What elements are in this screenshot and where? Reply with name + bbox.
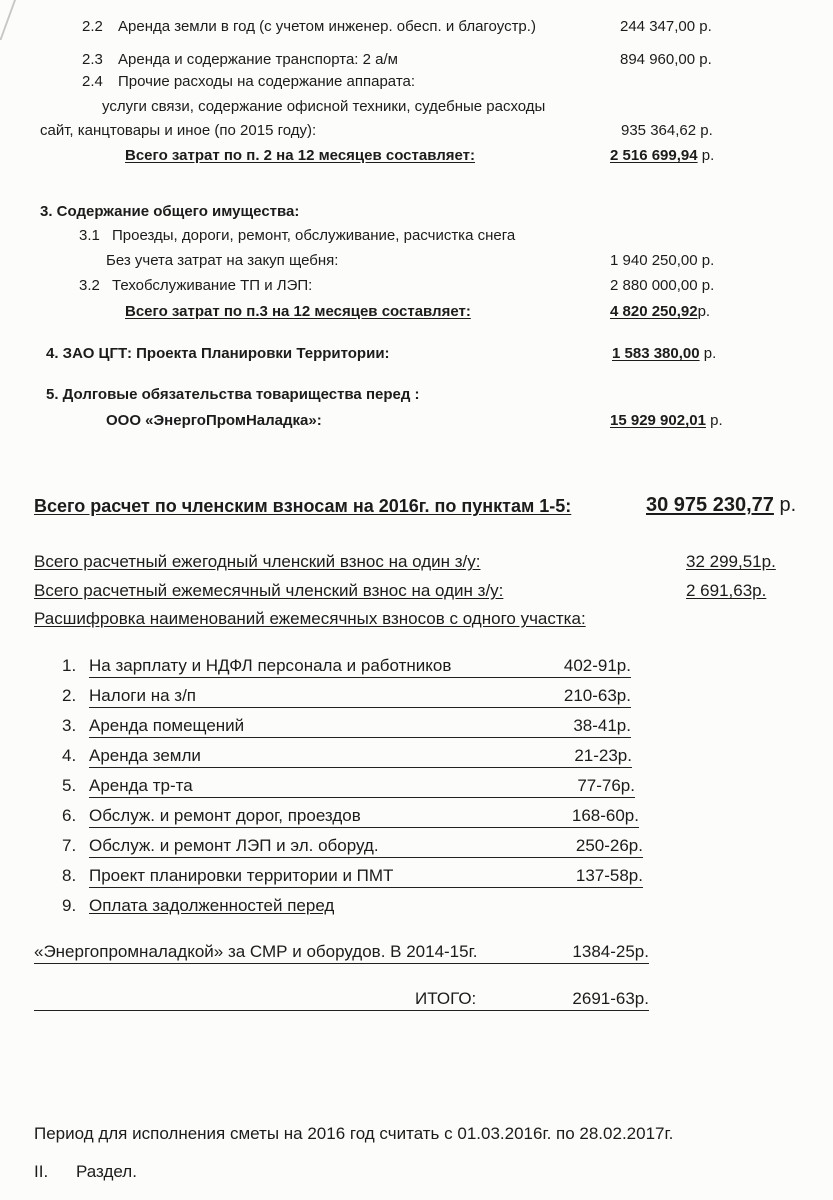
itogo-row (34, 988, 649, 1011)
section-5-value: 15 929 902,01 (610, 412, 706, 429)
item-2-3-amount: 894 960,00 р. (620, 51, 712, 68)
next-section-label: Раздел. (76, 1162, 137, 1181)
breakdown-row-6 (89, 805, 639, 828)
breakdown-label: Обслуж. и ремонт ЛЭП и эл. оборуд. (89, 836, 379, 855)
breakdown-num-9: 9. (62, 896, 77, 915)
section-2-total-label: Всего затрат по п. 2 на 12 месяцев составляет: (125, 147, 475, 164)
breakdown-num-4: 4. (62, 746, 77, 765)
period-note: Период для исполнения сметы на 2016 год считать с 01.03.2016г. по 28.02.2017г. (34, 1124, 674, 1143)
annual-fee-value: 32 299,51р. (686, 552, 776, 571)
breakdown-row-5 (89, 775, 635, 798)
section-3-total (610, 302, 710, 322)
item-3-1-number: 3.1 (79, 227, 100, 244)
breakdown-row-7 (89, 835, 643, 858)
breakdown-num-5: 5. (62, 776, 77, 795)
section-3-total-suffix: р. (697, 303, 711, 320)
breakdown-value: 137-58р. (575, 866, 643, 885)
grand-total-value: 30 975 230,77 (646, 494, 774, 516)
grand-total-suffix: р. (773, 494, 797, 516)
breakdown-row-1 (89, 655, 631, 678)
item-2-4-number: 2.4 (82, 73, 103, 90)
monthly-fee-value: 2 691,63р. (686, 581, 767, 600)
breakdown-label-9: Оплата задолженностей перед (89, 896, 335, 915)
breakdown-label: Налоги на з/п (89, 686, 197, 705)
section-2-total-value: 2 516 699,94 (610, 147, 698, 164)
breakdown-value: 250-26р. (575, 836, 643, 855)
item-3-1-sub: Без учета затрат на закуп щебня: (106, 252, 339, 269)
item-3-1-label: Проезды, дороги, ремонт, обслуживание, расчистка снега (112, 227, 516, 244)
annual-fee-label: Всего расчетный ежегодный членский взнос на один з/у: (34, 552, 481, 571)
section-4-total (612, 344, 716, 364)
item-2-3-label: Аренда и содержание транспорта: 2 а/м (118, 51, 398, 68)
section-5-creditor: ООО «ЭнергоПромНаладка»: (106, 412, 322, 429)
item-2-4-detail-2: сайт, канцтовары и иное (по 2015 году): (40, 122, 317, 139)
breakdown-value: 21-23р. (574, 746, 632, 765)
grand-total-label: Всего расчет по членским взносам на 2016г. по пунктам 1-5: (34, 496, 572, 516)
breakdown-label: «Энергопромналадкой» за СМР и оборудов. В 2014-15г. (34, 942, 478, 961)
breakdown-row-4 (89, 745, 632, 768)
item-2-2-number: 2.2 (82, 18, 103, 35)
section-4-label: 4. ЗАО ЦГТ: Проекта Планировки Территории: (46, 345, 390, 362)
breakdown-row-9-continued (34, 941, 649, 964)
section-5-label: 5. Долговые обязательства товарищества перед : (46, 386, 420, 403)
item-3-2-amount: 2 880 000,00 р. (610, 277, 715, 294)
breakdown-value: 402-91р. (563, 656, 631, 675)
section-5-total (610, 411, 723, 431)
breakdown-value: 210-63р. (563, 686, 631, 705)
section-3-total-label: Всего затрат по п.3 на 12 месяцев составляет: (125, 303, 471, 320)
breakdown-heading: Расшифровка наименований ежемесячных взносов с одного участка: (34, 609, 586, 628)
item-3-1-amount: 1 940 250,00 р. (610, 252, 715, 269)
breakdown-row-3 (89, 715, 631, 738)
breakdown-num-2: 2. (62, 686, 77, 705)
section-5-suffix: р. (705, 412, 723, 429)
breakdown-label: Проект планировки территории и ПМТ (89, 866, 394, 885)
breakdown-label: На зарплату и НДФЛ персонала и работников (89, 656, 452, 675)
item-2-4-amount: 935 364,62 р. (621, 122, 713, 139)
scan-corner-mark (0, 0, 16, 40)
item-2-2-label: Аренда земли в год (с учетом инженер. обесп. и благоустр.) (118, 18, 536, 35)
breakdown-value: 38-41р. (573, 716, 631, 735)
breakdown-label: Обслуж. и ремонт дорог, проездов (89, 806, 361, 825)
breakdown-value: 1384-25р. (572, 942, 649, 961)
breakdown-label: Аренда помещений (89, 716, 245, 735)
breakdown-label: Аренда земли (89, 746, 201, 765)
section-3-heading: 3. Содержание общего имущества: (40, 203, 300, 220)
breakdown-value: 168-60р. (571, 806, 639, 825)
item-3-2-label: Техобслуживание ТП и ЛЭП: (112, 277, 313, 294)
item-2-3-number: 2.3 (82, 51, 103, 68)
section-4-suffix: р. (699, 345, 717, 362)
breakdown-label: Аренда тр-та (89, 776, 193, 795)
item-2-2-amount: 244 347,00 р. (620, 18, 712, 35)
next-section-number: II. (34, 1162, 49, 1181)
section-4-value: 1 583 380,00 (612, 345, 700, 362)
itogo-value: 2691-63р. (572, 989, 649, 1008)
breakdown-num-7: 7. (62, 836, 77, 855)
breakdown-value: 77-76р. (577, 776, 635, 795)
monthly-fee-label: Всего расчетный ежемесячный членский взнос на один з/у: (34, 581, 504, 600)
breakdown-num-3: 3. (62, 716, 77, 735)
breakdown-row-8 (89, 865, 643, 888)
item-2-4-detail: услуги связи, содержание офисной техники, судебные расходы (102, 98, 546, 115)
item-3-2-number: 3.2 (79, 277, 100, 294)
itogo-label: ИТОГО: (415, 989, 477, 1008)
breakdown-num-6: 6. (62, 806, 77, 825)
breakdown-row-2 (89, 685, 631, 708)
item-2-4-label: Прочие расходы на содержание аппарата: (118, 73, 416, 90)
grand-total (646, 492, 796, 518)
breakdown-num-8: 8. (62, 866, 77, 885)
section-3-total-value: 4 820 250,92 (610, 303, 698, 320)
section-2-total-suffix: р. (697, 147, 715, 164)
breakdown-num-1: 1. (62, 656, 77, 675)
section-2-total (610, 146, 714, 166)
